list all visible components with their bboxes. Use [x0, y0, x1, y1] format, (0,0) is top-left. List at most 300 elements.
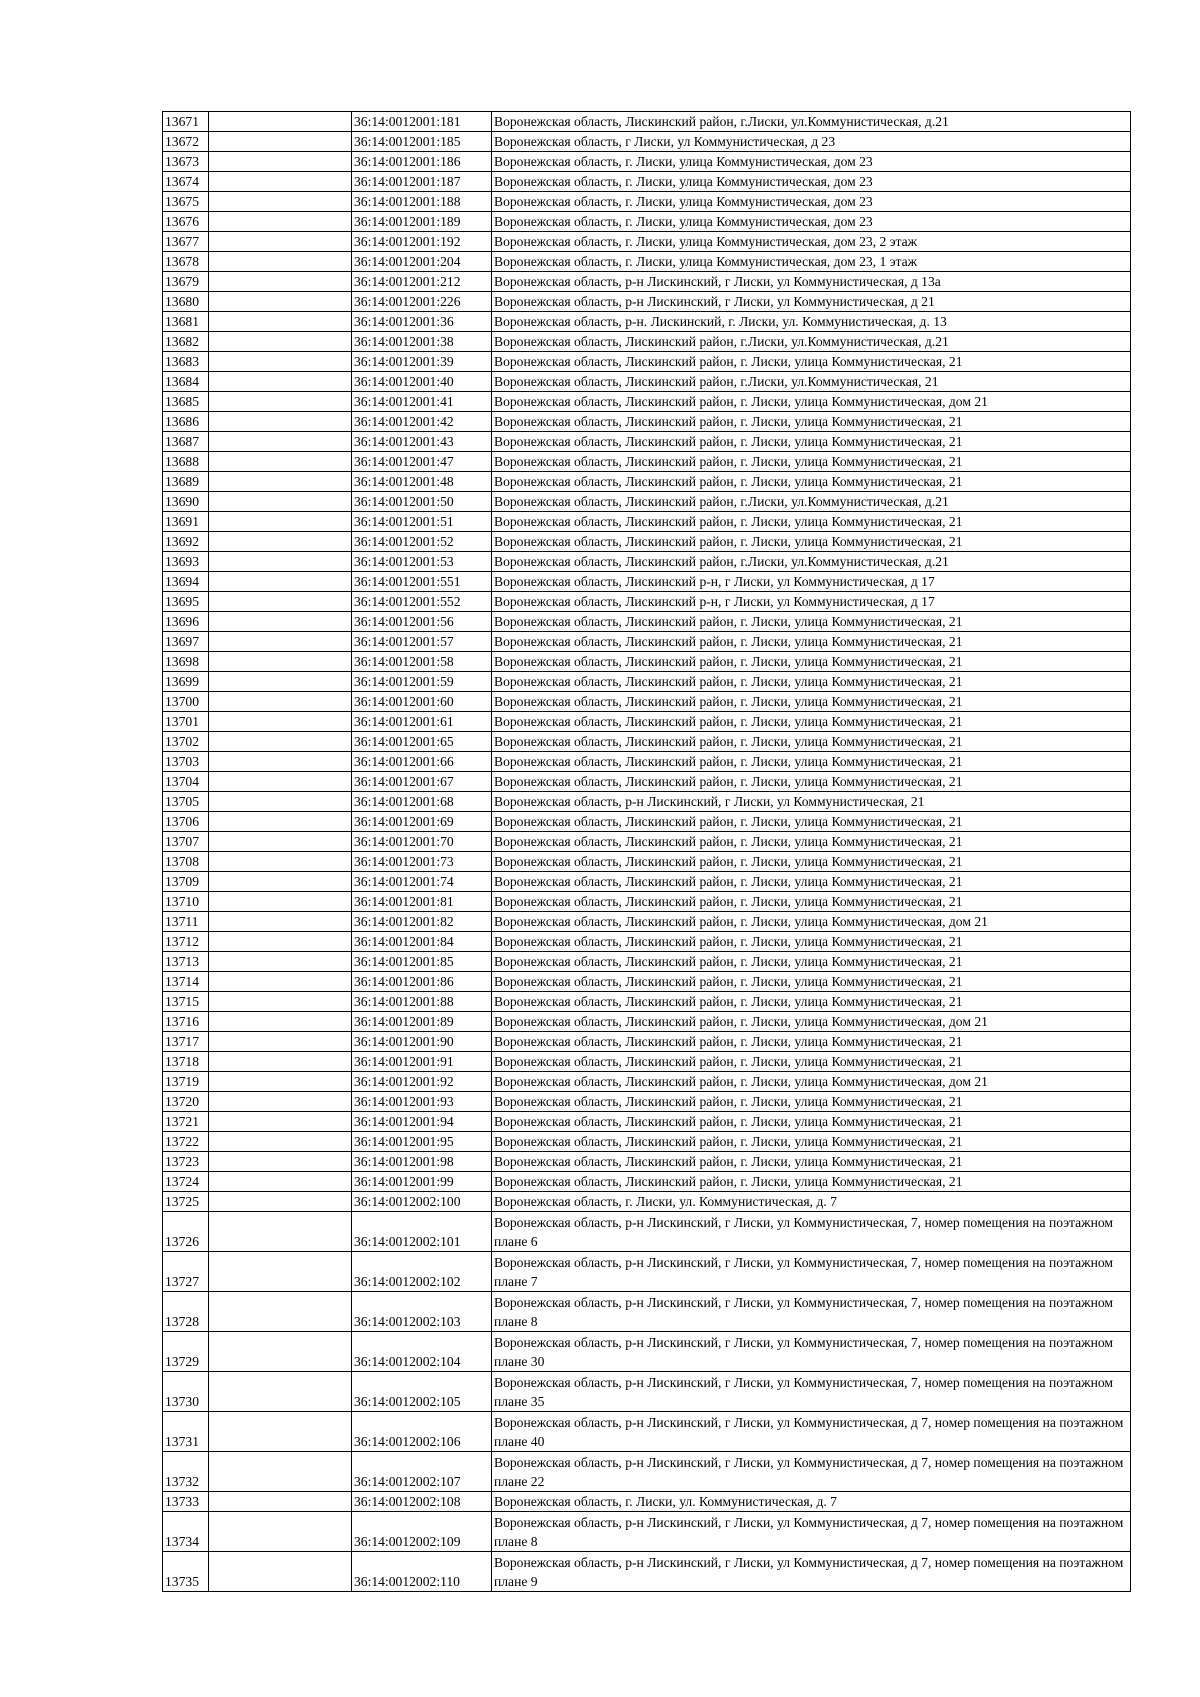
row-number-cell: 13721: [163, 1112, 209, 1132]
row-number-cell: 13685: [163, 392, 209, 412]
cadastral-number-cell: 36:14:0012001:53: [352, 552, 492, 572]
row-number-cell: 13691: [163, 512, 209, 532]
cadastral-number-cell: 36:14:0012001:51: [352, 512, 492, 532]
cadastral-number-cell: 36:14:0012001:86: [352, 972, 492, 992]
address-cell: Воронежская область, Лискинский район, г.Лиски, ул.Коммунистическая, 21: [492, 372, 1131, 392]
row-number-cell: 13678: [163, 252, 209, 272]
address-cell: Воронежская область, г. Лиски, улица Коммунистическая, дом 23, 1 этаж: [492, 252, 1131, 272]
row-number-cell: 13733: [163, 1492, 209, 1512]
table-row: [163, 1512, 1131, 1552]
empty-cell: [209, 852, 352, 872]
row-number-cell: 13683: [163, 352, 209, 372]
table-row: [163, 1112, 1131, 1132]
row-number-cell: 13675: [163, 192, 209, 212]
table-row: [163, 1332, 1131, 1372]
cadastral-number-cell: 36:14:0012001:91: [352, 1052, 492, 1072]
table-row: [163, 452, 1131, 472]
table-row: [163, 712, 1131, 732]
row-number-cell: 13714: [163, 972, 209, 992]
row-number-cell: 13682: [163, 332, 209, 352]
row-number-cell: 13700: [163, 692, 209, 712]
table-row: [163, 292, 1131, 312]
table-row: [163, 832, 1131, 852]
empty-cell: [209, 492, 352, 512]
empty-cell: [209, 292, 352, 312]
row-number-cell: 13680: [163, 292, 209, 312]
address-cell: Воронежская область, Лискинский район, г. Лиски, улица Коммунистическая, 21: [492, 832, 1131, 852]
empty-cell: [209, 1372, 352, 1412]
row-number-cell: 13734: [163, 1512, 209, 1552]
cadastral-number-cell: 36:14:0012001:187: [352, 172, 492, 192]
address-cell: Воронежская область, Лискинский район, г. Лиски, улица Коммунистическая, 21: [492, 1112, 1131, 1132]
cadastral-number-cell: 36:14:0012001:68: [352, 792, 492, 812]
table-row: [163, 272, 1131, 292]
cadastral-number-cell: 36:14:0012001:94: [352, 1112, 492, 1132]
cadastral-number-cell: 36:14:0012001:84: [352, 932, 492, 952]
table-row: [163, 252, 1131, 272]
empty-cell: [209, 332, 352, 352]
table-row: [163, 1412, 1131, 1452]
table-row: [163, 1132, 1131, 1152]
address-cell: Воронежская область, Лискинский район, г. Лиски, улица Коммунистическая, 21: [492, 1172, 1131, 1192]
row-number-cell: 13731: [163, 1412, 209, 1452]
empty-cell: [209, 192, 352, 212]
empty-cell: [209, 632, 352, 652]
address-cell: Воронежская область, Лискинский район, г. Лиски, улица Коммунистическая, 21: [492, 432, 1131, 452]
address-cell: Воронежская область, р-н. Лискинский, г. Лиски, ул. Коммунистическая, д. 13: [492, 312, 1131, 332]
row-number-cell: 13728: [163, 1292, 209, 1332]
cadastral-number-cell: 36:14:0012001:226: [352, 292, 492, 312]
empty-cell: [209, 532, 352, 552]
address-cell: Воронежская область, р-н Лискинский, г Лиски, ул Коммунистическая, 7, номер помещения на поэтажном плане 6: [492, 1212, 1131, 1252]
table-row: [163, 552, 1131, 572]
address-cell: Воронежская область, Лискинский район, г.Лиски, ул.Коммунистическая, д.21: [492, 552, 1131, 572]
row-number-cell: 13705: [163, 792, 209, 812]
cadastral-number-cell: 36:14:0012001:90: [352, 1032, 492, 1052]
empty-cell: [209, 372, 352, 392]
row-number-cell: 13698: [163, 652, 209, 672]
cadastral-number-cell: 36:14:0012001:38: [352, 332, 492, 352]
row-number-cell: 13681: [163, 312, 209, 332]
cadastral-number-cell: 36:14:0012001:66: [352, 752, 492, 772]
table-row: [163, 1032, 1131, 1052]
empty-cell: [209, 1092, 352, 1112]
address-cell: Воронежская область, Лискинский район, г. Лиски, улица Коммунистическая, 21: [492, 932, 1131, 952]
empty-cell: [209, 992, 352, 1012]
table-row: [163, 592, 1131, 612]
cadastral-number-cell: 36:14:0012002:100: [352, 1192, 492, 1212]
address-cell: Воронежская область, Лискинский район, г. Лиски, улица Коммунистическая, дом 21: [492, 912, 1131, 932]
address-cell: Воронежская область, Лискинский район, г. Лиски, улица Коммунистическая, 21: [492, 452, 1131, 472]
empty-cell: [209, 592, 352, 612]
address-cell: Воронежская область, р-н Лискинский, г Лиски, ул Коммунистическая, д 7, номер помещения на поэтажном плане 40: [492, 1412, 1131, 1452]
empty-cell: [209, 1512, 352, 1552]
row-number-cell: 13723: [163, 1152, 209, 1172]
row-number-cell: 13709: [163, 872, 209, 892]
table-row: [163, 412, 1131, 432]
table-row: [163, 232, 1131, 252]
address-cell: Воронежская область, р-н Лискинский, г Лиски, ул Коммунистическая, 7, номер помещения на поэтажном плане 35: [492, 1372, 1131, 1412]
empty-cell: [209, 212, 352, 232]
row-number-cell: 13712: [163, 932, 209, 952]
empty-cell: [209, 552, 352, 572]
row-number-cell: 13726: [163, 1212, 209, 1252]
row-number-cell: 13724: [163, 1172, 209, 1192]
row-number-cell: 13703: [163, 752, 209, 772]
address-cell: Воронежская область, Лискинский район, г. Лиски, улица Коммунистическая, 21: [492, 1092, 1131, 1112]
table-row: [163, 892, 1131, 912]
row-number-cell: 13696: [163, 612, 209, 632]
row-number-cell: 13699: [163, 672, 209, 692]
table-row: [163, 932, 1131, 952]
cadastral-number-cell: 36:14:0012002:103: [352, 1292, 492, 1332]
cadastral-number-cell: 36:14:0012001:192: [352, 232, 492, 252]
cadastral-number-cell: 36:14:0012001:36: [352, 312, 492, 332]
row-number-cell: 13707: [163, 832, 209, 852]
row-number-cell: 13706: [163, 812, 209, 832]
cadastral-number-cell: 36:14:0012002:108: [352, 1492, 492, 1512]
address-cell: Воронежская область, р-н Лискинский, г Лиски, ул Коммунистическая, д 7, номер помещения на поэтажном плане 22: [492, 1452, 1131, 1492]
row-number-cell: 13688: [163, 452, 209, 472]
cadastral-number-cell: 36:14:0012001:65: [352, 732, 492, 752]
empty-cell: [209, 672, 352, 692]
table-row: [163, 1492, 1131, 1512]
empty-cell: [209, 232, 352, 252]
empty-cell: [209, 512, 352, 532]
empty-cell: [209, 1072, 352, 1092]
cadastral-number-cell: 36:14:0012001:40: [352, 372, 492, 392]
cadastral-number-cell: 36:14:0012002:109: [352, 1512, 492, 1552]
table-row: [163, 1212, 1131, 1252]
address-cell: Воронежская область, Лискинский район, г. Лиски, улица Коммунистическая, 21: [492, 952, 1131, 972]
table-row: [163, 612, 1131, 632]
row-number-cell: 13701: [163, 712, 209, 732]
row-number-cell: 13730: [163, 1372, 209, 1412]
table-row: [163, 1172, 1131, 1192]
table-row: [163, 1372, 1131, 1412]
table-row: [163, 312, 1131, 332]
empty-cell: [209, 1412, 352, 1452]
address-cell: Воронежская область, р-н Лискинский, г Лиски, ул Коммунистическая, д 7, номер помещения на поэтажном плане 9: [492, 1552, 1131, 1592]
row-number-cell: 13674: [163, 172, 209, 192]
address-cell: Воронежская область, Лискинский район, г. Лиски, улица Коммунистическая, дом 21: [492, 392, 1131, 412]
empty-cell: [209, 732, 352, 752]
table-row: [163, 692, 1131, 712]
address-cell: Воронежская область, Лискинский район, г.Лиски, ул.Коммунистическая, д.21: [492, 112, 1131, 132]
empty-cell: [209, 1012, 352, 1032]
cadastral-number-cell: 36:14:0012001:39: [352, 352, 492, 372]
empty-cell: [209, 1552, 352, 1592]
empty-cell: [209, 252, 352, 272]
address-cell: Воронежская область, Лискинский район, г. Лиски, улица Коммунистическая, дом 21: [492, 1072, 1131, 1092]
address-cell: Воронежская область, Лискинский район, г. Лиски, улица Коммунистическая, 21: [492, 752, 1131, 772]
cadastral-number-cell: 36:14:0012001:48: [352, 472, 492, 492]
cadastral-number-cell: 36:14:0012002:110: [352, 1552, 492, 1592]
cadastral-number-cell: 36:14:0012001:52: [352, 532, 492, 552]
cadastral-number-cell: 36:14:0012001:69: [352, 812, 492, 832]
row-number-cell: 13694: [163, 572, 209, 592]
row-number-cell: 13718: [163, 1052, 209, 1072]
empty-cell: [209, 1292, 352, 1332]
cadastral-number-cell: 36:14:0012001:92: [352, 1072, 492, 1092]
cadastral-number-cell: 36:14:0012001:73: [352, 852, 492, 872]
empty-cell: [209, 1032, 352, 1052]
empty-cell: [209, 972, 352, 992]
address-cell: Воронежская область, Лискинский район, г. Лиски, улица Коммунистическая, 21: [492, 472, 1131, 492]
address-cell: Воронежская область, р-н Лискинский, г Лиски, ул Коммунистическая, д 7, номер помещения на поэтажном плане 8: [492, 1512, 1131, 1552]
registry-table-body: [163, 112, 1131, 1592]
empty-cell: [209, 1152, 352, 1172]
cadastral-number-cell: 36:14:0012001:50: [352, 492, 492, 512]
cadastral-number-cell: 36:14:0012001:99: [352, 1172, 492, 1192]
table-row: [163, 152, 1131, 172]
address-cell: Воронежская область, г. Лиски, улица Коммунистическая, дом 23: [492, 192, 1131, 212]
row-number-cell: 13695: [163, 592, 209, 612]
address-cell: Воронежская область, Лискинский район, г. Лиски, улица Коммунистическая, 21: [492, 1032, 1131, 1052]
cadastral-number-cell: 36:14:0012001:93: [352, 1092, 492, 1112]
cadastral-number-cell: 36:14:0012001:188: [352, 192, 492, 212]
row-number-cell: 13673: [163, 152, 209, 172]
row-number-cell: 13702: [163, 732, 209, 752]
row-number-cell: 13713: [163, 952, 209, 972]
empty-cell: [209, 432, 352, 452]
table-row: [163, 632, 1131, 652]
row-number-cell: 13693: [163, 552, 209, 572]
row-number-cell: 13677: [163, 232, 209, 252]
cadastral-number-cell: 36:14:0012001:181: [352, 112, 492, 132]
address-cell: Воронежская область, г. Лиски, улица Коммунистическая, дом 23, 2 этаж: [492, 232, 1131, 252]
address-cell: Воронежская область, г. Лиски, улица Коммунистическая, дом 23: [492, 212, 1131, 232]
empty-cell: [209, 1252, 352, 1292]
address-cell: Воронежская область, Лискинский район, г. Лиски, улица Коммунистическая, дом 21: [492, 1012, 1131, 1032]
row-number-cell: 13697: [163, 632, 209, 652]
empty-cell: [209, 1192, 352, 1212]
table-row: [163, 212, 1131, 232]
cadastral-number-cell: 36:14:0012001:85: [352, 952, 492, 972]
table-row: [163, 912, 1131, 932]
address-cell: Воронежская область, Лискинский район, г. Лиски, улица Коммунистическая, 21: [492, 412, 1131, 432]
row-number-cell: 13692: [163, 532, 209, 552]
empty-cell: [209, 352, 352, 372]
empty-cell: [209, 652, 352, 672]
row-number-cell: 13679: [163, 272, 209, 292]
address-cell: Воронежская область, Лискинский район, г. Лиски, улица Коммунистическая, 21: [492, 672, 1131, 692]
cadastral-number-cell: 36:14:0012001:58: [352, 652, 492, 672]
cadastral-number-cell: 36:14:0012002:105: [352, 1372, 492, 1412]
table-row: [163, 432, 1131, 452]
table-row: [163, 1552, 1131, 1592]
cadastral-number-cell: 36:14:0012002:104: [352, 1332, 492, 1372]
cadastral-number-cell: 36:14:0012001:88: [352, 992, 492, 1012]
cadastral-number-cell: 36:14:0012001:60: [352, 692, 492, 712]
cadastral-number-cell: 36:14:0012001:61: [352, 712, 492, 732]
address-cell: Воронежская область, Лискинский район, г. Лиски, улица Коммунистическая, 21: [492, 1132, 1131, 1152]
cadastral-number-cell: 36:14:0012002:101: [352, 1212, 492, 1252]
table-row: [163, 1292, 1131, 1332]
empty-cell: [209, 792, 352, 812]
cadastral-number-cell: 36:14:0012001:185: [352, 132, 492, 152]
empty-cell: [209, 272, 352, 292]
empty-cell: [209, 572, 352, 592]
table-row: [163, 752, 1131, 772]
table-row: [163, 812, 1131, 832]
table-row: [163, 852, 1131, 872]
row-number-cell: 13710: [163, 892, 209, 912]
address-cell: Воронежская область, г Лиски, ул Коммунистическая, д 23: [492, 132, 1131, 152]
row-number-cell: 13732: [163, 1452, 209, 1492]
cadastral-number-cell: 36:14:0012002:102: [352, 1252, 492, 1292]
address-cell: Воронежская область, Лискинский район, г. Лиски, улица Коммунистическая, 21: [492, 1052, 1131, 1072]
address-cell: Воронежская область, Лискинский район, г. Лиски, улица Коммунистическая, 21: [492, 692, 1131, 712]
empty-cell: [209, 1132, 352, 1152]
table-row: [163, 1012, 1131, 1032]
cadastral-number-cell: 36:14:0012002:107: [352, 1452, 492, 1492]
empty-cell: [209, 1452, 352, 1492]
table-row: [163, 532, 1131, 552]
address-cell: Воронежская область, Лискинский район, г. Лиски, улица Коммунистическая, 21: [492, 1152, 1131, 1172]
cadastral-number-cell: 36:14:0012001:98: [352, 1152, 492, 1172]
empty-cell: [209, 1492, 352, 1512]
cadastral-number-cell: 36:14:0012001:186: [352, 152, 492, 172]
registry-table: [162, 111, 1131, 1592]
cadastral-number-cell: 36:14:0012001:81: [352, 892, 492, 912]
cadastral-number-cell: 36:14:0012001:89: [352, 1012, 492, 1032]
address-cell: Воронежская область, Лискинский район, г. Лиски, улица Коммунистическая, 21: [492, 992, 1131, 1012]
address-cell: Воронежская область, Лискинский р-н, г Лиски, ул Коммунистическая, д 17: [492, 572, 1131, 592]
empty-cell: [209, 832, 352, 852]
table-row: [163, 572, 1131, 592]
row-number-cell: 13716: [163, 1012, 209, 1032]
empty-cell: [209, 1332, 352, 1372]
table-row: [163, 952, 1131, 972]
row-number-cell: 13727: [163, 1252, 209, 1292]
cadastral-number-cell: 36:14:0012001:70: [352, 832, 492, 852]
table-row: [163, 1052, 1131, 1072]
address-cell: Воронежская область, р-н Лискинский, г Лиски, ул Коммунистическая, 21: [492, 792, 1131, 812]
empty-cell: [209, 952, 352, 972]
row-number-cell: 13704: [163, 772, 209, 792]
row-number-cell: 13689: [163, 472, 209, 492]
empty-cell: [209, 612, 352, 632]
table-row: [163, 1452, 1131, 1492]
address-cell: Воронежская область, Лискинский район, г. Лиски, улица Коммунистическая, 21: [492, 512, 1131, 532]
cadastral-number-cell: 36:14:0012001:41: [352, 392, 492, 412]
table-row: [163, 112, 1131, 132]
cadastral-number-cell: 36:14:0012001:74: [352, 872, 492, 892]
empty-cell: [209, 692, 352, 712]
row-number-cell: 13708: [163, 852, 209, 872]
empty-cell: [209, 772, 352, 792]
empty-cell: [209, 892, 352, 912]
address-cell: Воронежская область, р-н Лискинский, г Лиски, ул Коммунистическая, 7, номер помещения на поэтажном плане 30: [492, 1332, 1131, 1372]
address-cell: Воронежская область, Лискинский район, г.Лиски, ул.Коммунистическая, д.21: [492, 332, 1131, 352]
table-row: [163, 492, 1131, 512]
empty-cell: [209, 912, 352, 932]
cadastral-number-cell: 36:14:0012001:95: [352, 1132, 492, 1152]
empty-cell: [209, 932, 352, 952]
table-row: [163, 472, 1131, 492]
address-cell: Воронежская область, г. Лиски, улица Коммунистическая, дом 23: [492, 152, 1131, 172]
empty-cell: [209, 152, 352, 172]
table-row: [163, 192, 1131, 212]
row-number-cell: 13671: [163, 112, 209, 132]
address-cell: Воронежская область, р-н Лискинский, г Лиски, ул Коммунистическая, 7, номер помещения на поэтажном плане 7: [492, 1252, 1131, 1292]
empty-cell: [209, 712, 352, 732]
address-cell: Воронежская область, р-н Лискинский, г Лиски, ул Коммунистическая, 7, номер помещения на поэтажном плане 8: [492, 1292, 1131, 1332]
empty-cell: [209, 752, 352, 772]
empty-cell: [209, 412, 352, 432]
address-cell: Воронежская область, Лискинский район, г. Лиски, улица Коммунистическая, 21: [492, 872, 1131, 892]
cadastral-number-cell: 36:14:0012001:552: [352, 592, 492, 612]
empty-cell: [209, 112, 352, 132]
cadastral-number-cell: 36:14:0012001:43: [352, 432, 492, 452]
empty-cell: [209, 312, 352, 332]
row-number-cell: 13720: [163, 1092, 209, 1112]
table-row: [163, 1152, 1131, 1172]
row-number-cell: 13719: [163, 1072, 209, 1092]
table-row: [163, 732, 1131, 752]
row-number-cell: 13676: [163, 212, 209, 232]
empty-cell: [209, 132, 352, 152]
table-row: [163, 392, 1131, 412]
cadastral-number-cell: 36:14:0012001:42: [352, 412, 492, 432]
address-cell: Воронежская область, Лискинский район, г. Лиски, улица Коммунистическая, 21: [492, 812, 1131, 832]
empty-cell: [209, 1172, 352, 1192]
row-number-cell: 13711: [163, 912, 209, 932]
table-row: [163, 332, 1131, 352]
table-row: [163, 132, 1131, 152]
table-row: [163, 352, 1131, 372]
empty-cell: [209, 1212, 352, 1252]
address-cell: Воронежская область, Лискинский район, г. Лиски, улица Коммунистическая, 21: [492, 772, 1131, 792]
cadastral-number-cell: 36:14:0012001:189: [352, 212, 492, 232]
row-number-cell: 13722: [163, 1132, 209, 1152]
cadastral-number-cell: 36:14:0012001:204: [352, 252, 492, 272]
cadastral-number-cell: 36:14:0012001:57: [352, 632, 492, 652]
address-cell: Воронежская область, г. Лиски, ул. Коммунистическая, д. 7: [492, 1492, 1131, 1512]
address-cell: Воронежская область, Лискинский район, г. Лиски, улица Коммунистическая, 21: [492, 712, 1131, 732]
empty-cell: [209, 812, 352, 832]
table-row: [163, 792, 1131, 812]
table-row: [163, 652, 1131, 672]
address-cell: Воронежская область, Лискинский р-н, г Лиски, ул Коммунистическая, д 17: [492, 592, 1131, 612]
address-cell: Воронежская область, Лискинский район, г. Лиски, улица Коммунистическая, 21: [492, 352, 1131, 372]
address-cell: Воронежская область, Лискинский район, г. Лиски, улица Коммунистическая, 21: [492, 632, 1131, 652]
row-number-cell: 13735: [163, 1552, 209, 1592]
row-number-cell: 13717: [163, 1032, 209, 1052]
address-cell: Воронежская область, Лискинский район, г. Лиски, улица Коммунистическая, 21: [492, 612, 1131, 632]
address-cell: Воронежская область, г. Лиски, улица Коммунистическая, дом 23: [492, 172, 1131, 192]
table-row: [163, 172, 1131, 192]
row-number-cell: 13725: [163, 1192, 209, 1212]
address-cell: Воронежская область, г. Лиски, ул. Коммунистическая, д. 7: [492, 1192, 1131, 1212]
row-number-cell: 13686: [163, 412, 209, 432]
cadastral-number-cell: 36:14:0012002:106: [352, 1412, 492, 1452]
empty-cell: [209, 392, 352, 412]
empty-cell: [209, 1052, 352, 1072]
cadastral-number-cell: 36:14:0012001:59: [352, 672, 492, 692]
address-cell: Воронежская область, Лискинский район, г. Лиски, улица Коммунистическая, 21: [492, 532, 1131, 552]
row-number-cell: 13672: [163, 132, 209, 152]
address-cell: Воронежская область, Лискинский район, г. Лиски, улица Коммунистическая, 21: [492, 852, 1131, 872]
table-row: [163, 372, 1131, 392]
row-number-cell: 13684: [163, 372, 209, 392]
cadastral-number-cell: 36:14:0012001:551: [352, 572, 492, 592]
cadastral-number-cell: 36:14:0012001:67: [352, 772, 492, 792]
empty-cell: [209, 1112, 352, 1132]
address-cell: Воронежская область, Лискинский район, г. Лиски, улица Коммунистическая, 21: [492, 892, 1131, 912]
address-cell: Воронежская область, р-н Лискинский, г Лиски, ул Коммунистическая, д 13а: [492, 272, 1131, 292]
